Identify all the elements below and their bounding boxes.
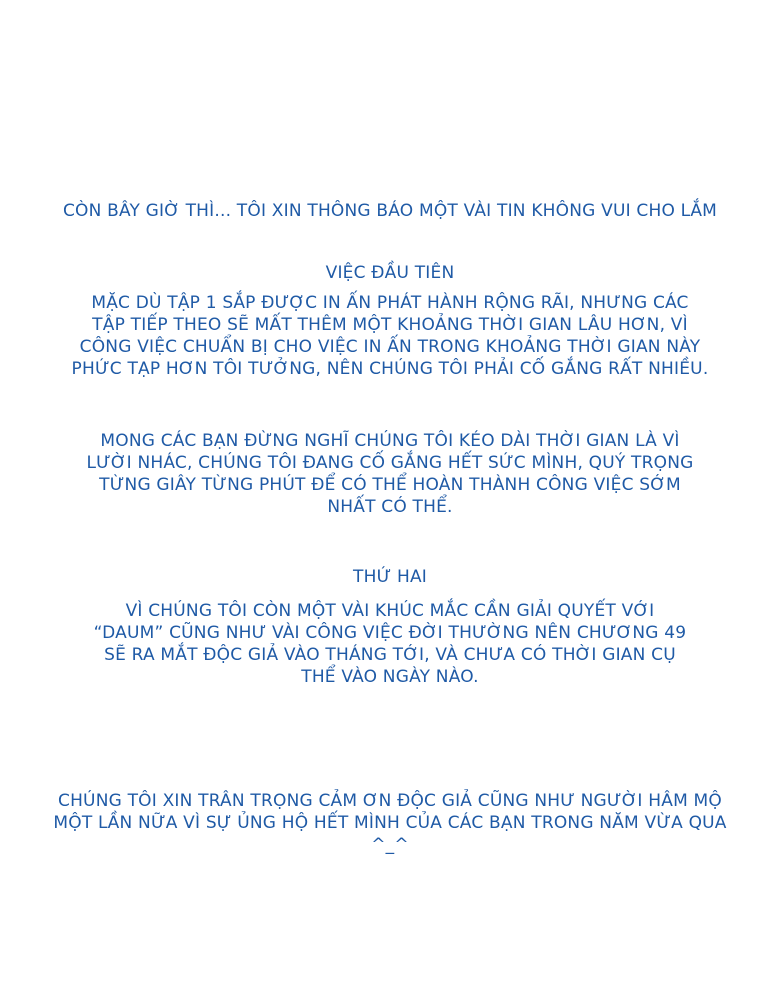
first-paragraph: [40, 292, 740, 380]
second-heading-text: THỨ HAI: [353, 567, 427, 587]
paragraph-line: CÔNG VIỆC CHUẨN BỊ CHO VIỆC IN ẤN TRONG KHOẢNG THỜI GIAN NÀY: [79, 337, 701, 357]
closing-line: MỘT LẦN NỮA VÌ SỰ ỦNG HỘ HẾT MÌNH CỦA CÁC BẠN TRONG NĂM VỪA QUA: [53, 813, 727, 833]
second-paragraph: [40, 600, 740, 688]
paragraph-line: VÌ CHÚNG TÔI CÒN MỘT VÀI KHÚC MẮC CẦN GIẢI QUYẾT VỚI: [125, 601, 655, 621]
paragraph-line: TẬP TIẾP THEO SẼ MẤT THÊM MỘT KHOẢNG THỜI GIAN LÂU HƠN, VÌ: [92, 315, 688, 335]
closing-emoticon: ^_^: [371, 835, 409, 855]
paragraph-line: MẶC DÙ TẬP 1 SẮP ĐƯỢC IN ẤN PHÁT HÀNH RỘNG RÃI, NHƯNG CÁC: [91, 293, 689, 313]
paragraph-line: PHỨC TẠP HƠN TÔI TƯỞNG, NÊN CHÚNG TÔI PHẢI CỐ GẮNG RẤT NHIỀU.: [71, 359, 709, 379]
first-paragraph-2: [40, 430, 740, 518]
intro-line: CÒN BÂY GIỜ THÌ... TÔI XIN THÔNG BÁO MỘT VÀI TIN KHÔNG VUI CHO LẮM: [62, 201, 718, 221]
closing-paragraph: [40, 790, 740, 856]
paragraph-line: SẼ RA MẮT ĐỘC GIẢ VÀO THÁNG TỚI, VÀ CHƯA CÓ THỜI GIAN CỤ: [104, 645, 676, 665]
first-heading: [40, 262, 740, 284]
intro-text: [40, 200, 740, 222]
first-heading-text: VIỆC ĐẦU TIÊN: [325, 263, 455, 283]
paragraph-line: TỪNG GIÂY TỪNG PHÚT ĐỂ CÓ THỂ HOÀN THÀNH CÔNG VIỆC SỚM: [99, 475, 681, 495]
closing-line: CHÚNG TÔI XIN TRÂN TRỌNG CẢM ƠN ĐỘC GIẢ CŨNG NHƯ NGƯỜI HÂM MỘ: [58, 791, 722, 811]
paragraph-line: MONG CÁC BẠN ĐỪNG NGHĨ CHÚNG TÔI KÉO DÀI THỜI GIAN LÀ VÌ: [100, 431, 680, 451]
second-heading: [40, 566, 740, 588]
paragraph-line: LƯỜI NHÁC, CHÚNG TÔI ĐANG CỐ GẮNG HẾT SỨC MÌNH, QUÝ TRỌNG: [86, 453, 694, 473]
paragraph-line: NHẤT CÓ THỂ.: [327, 497, 453, 517]
paragraph-line: THỂ VÀO NGÀY NÀO.: [301, 667, 479, 687]
paragraph-line: “DAUM” CŨNG NHƯ VÀI CÔNG VIỆC ĐỜI THƯỜNG NÊN CHƯƠNG 49: [93, 623, 687, 643]
